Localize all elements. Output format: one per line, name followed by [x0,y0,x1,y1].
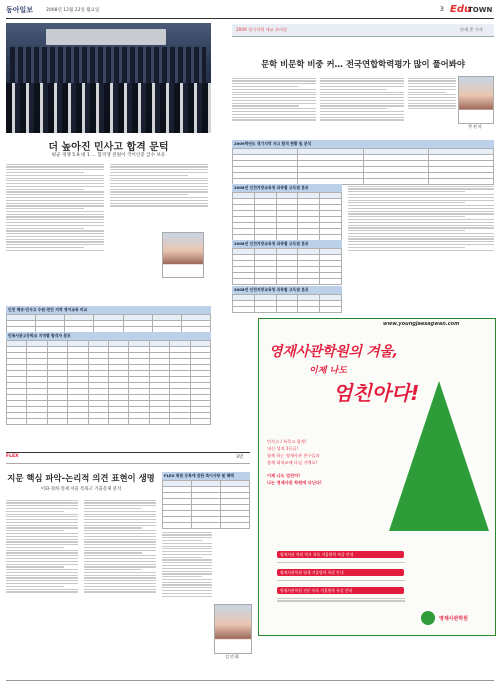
flex-sidebar-title: FLEX 회원 등록에 관한 특이사항 및 혜택 [162,472,250,480]
analysis-table [232,148,494,185]
right-col-2 [320,76,404,122]
flex-sidebar [162,472,250,529]
newspaper-logo: 동아일보 [6,6,34,14]
ad-headline-3: 엄친아다! [333,381,420,405]
edu-brand: Edu [450,4,472,15]
stats-table-3-title: 2008년 인천지방교육청 과목별 고득점 분포 [232,286,342,294]
page-header [6,4,494,19]
left-subhead: 평균 경쟁 5.9 대 1 … 합격생 전원이 국어인증 급수 보유 [51,153,166,158]
photo-crowd-front [6,83,211,133]
reporter-photo [162,232,204,278]
left-article-col-1 [6,162,104,253]
columnist-photo [458,76,494,124]
academy-advertisement[interactable] [258,318,496,636]
flex-section-bar [6,452,250,464]
academy-logo-icon [421,611,435,625]
stats-table-2 [232,240,342,285]
analysis-list [348,184,494,252]
issue-date: 2008년 12월 22일 월요일 [46,8,100,13]
ad-program-pill-3[interactable]: 영재사관학원 전문 특목 겨울방학 특강 안내 [277,587,404,594]
left-chart-block [6,332,211,425]
left-article-col-2 [110,162,208,208]
ad-footer-name: 영재사관학원 [439,616,468,622]
left-chart-table [6,340,211,425]
analysis-box [232,140,494,185]
right-col-3 [408,76,456,111]
stats-table-2-title: 2008년 인천지방교육청 과목별 고득점 분포 [232,240,342,248]
columnist-name: 박 현 의 [468,124,482,129]
ad-line-2: 내신 성적 1등급! [267,446,299,451]
ad-program-pill-2[interactable]: 영재사관학원 영재 겨울방학 특강 안내 [277,569,404,576]
stats-table-1 [232,184,342,241]
ad-program-pill-1[interactable]: 영재사관 학원 역사 특목 겨울방학 특강 안내 [277,551,404,558]
section-tag-bar [232,24,494,37]
stats-table-1-title: 2008년 인천지방교육청 과목별 고득점 분포 [232,184,342,192]
flex-author-name: 김 민 회 [225,654,239,659]
flex-col-3 [162,530,212,598]
right-col-1 [232,76,316,122]
flex-headline: 지문 핵심 파악-논리적 의견 표현이 생명 [7,473,155,483]
photo-crowd-back [10,47,206,83]
left-headline: 더 높아진 민사고 합격 문턱 [48,142,169,153]
town-brand: TOWN [468,6,493,14]
flex-sidebar-table [162,480,250,529]
ad-tagline-2: 나는 영재사관 학원에 다닌다! [267,480,322,485]
stats-table-3 [232,286,342,313]
ad-tagline: 이제 나도 엄친아! [267,473,301,478]
right-headline: 문학 비문학 비중 커… 전국연합학력평가 많이 풀어봐야 [261,59,465,69]
flex-col-1 [6,498,78,594]
flex-subhead: 이화·경희·연세 서울 특목고 기출문제 분석 [40,487,122,492]
ad-headline-2: 이제 나도 [309,366,347,376]
flex-author-photo [214,604,252,654]
ad-line-3: 함께 하는 영재사관 친구들과 [267,453,320,458]
page-footer-rule [6,680,494,681]
ceremony-photo [6,23,211,133]
left-table-title: 인천 해송·민사고 수원·천안 지역 영어교육 비교 [6,306,211,314]
page-number: 3 [440,6,444,13]
analysis-title: 2009학년도 경기지역 자고 합격 현황 및 분석 [232,140,494,148]
byline: 안세 준 기자 [460,27,483,32]
left-table-block [6,306,211,333]
flex-tag: FLEX [6,454,19,459]
ad-line-4: 함께 대학교에 다닐 거예요! [267,460,318,465]
flex-page: 3면 [236,455,244,460]
ad-url[interactable]: www.youngjaesagwan.com [383,321,460,327]
flex-col-2 [84,498,156,594]
photo-banner [46,29,166,45]
ad-line-1: 민사고 / 특목고 합격! [267,439,307,444]
section-tag: 2009 경기지역 개교 초비상 [236,27,288,32]
left-table [6,314,211,333]
ad-headline-1: 영재사관학원의 겨울, [269,344,398,360]
left-chart-title: 민족사관고등학교 지역별 합격자 분포 [6,332,211,340]
